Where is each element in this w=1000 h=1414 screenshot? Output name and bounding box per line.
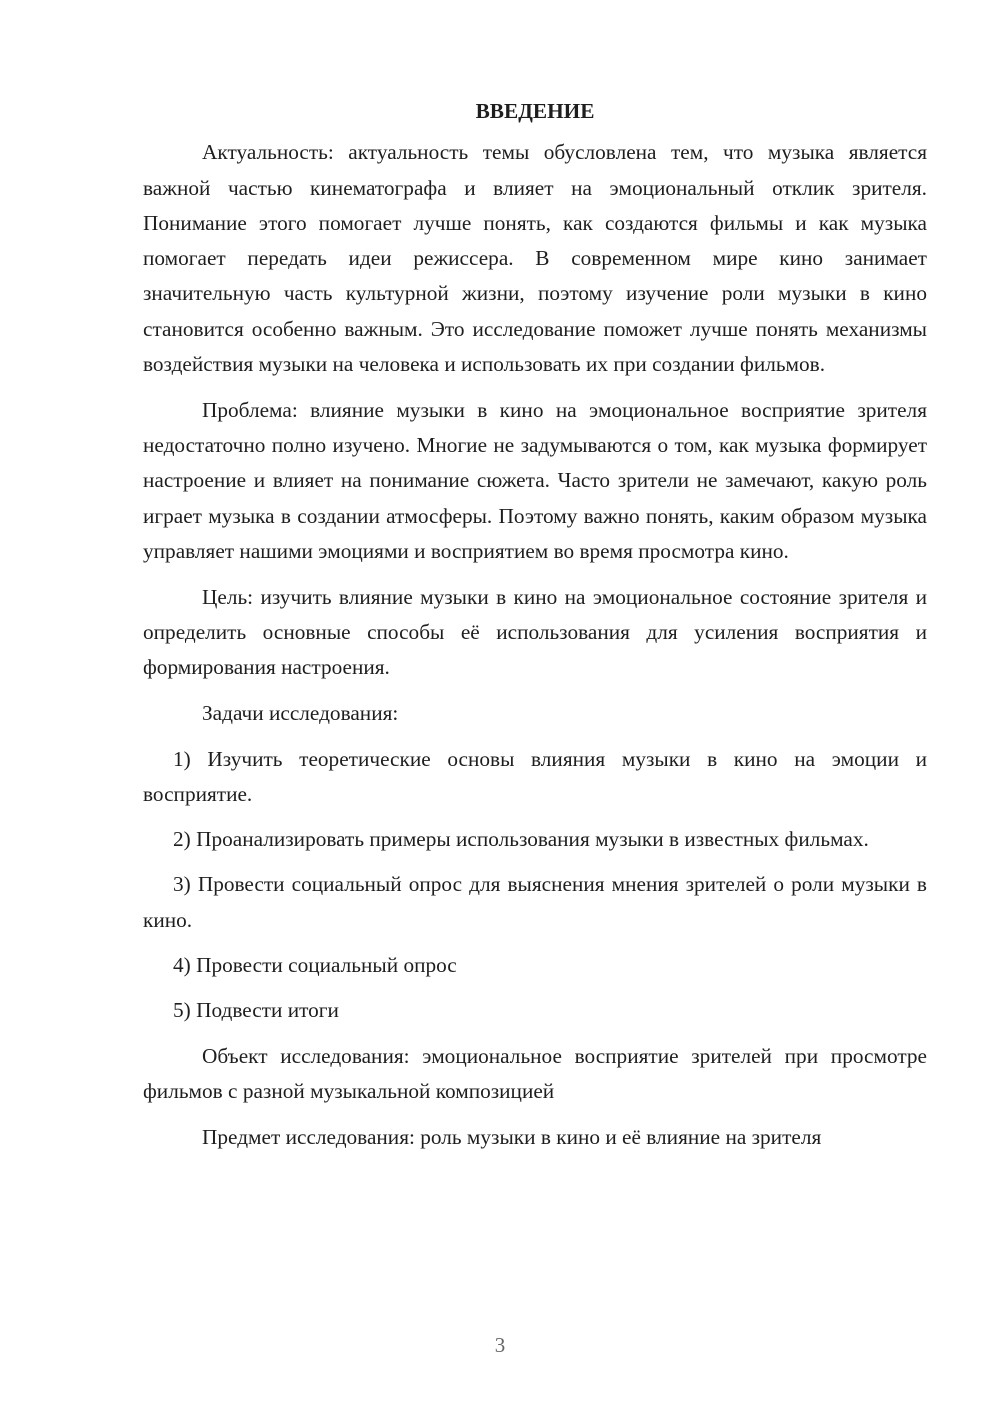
task-item-1: 1) Изучить теоретические основы влияния музыки в кино на эмоции и восприятие. [143,746,927,806]
goal-paragraph: Цель: изучить влияние музыки в кино на эмоциональное состояние зрителя и определить основные способы её использования для усиления восприятия и формирования настроения. [143,584,927,680]
task-item-4: 4) Провести социальный опрос [173,953,457,978]
tasks-heading: Задачи исследования: [202,701,399,726]
subject-paragraph: Предмет исследования: роль музыки в кино и её влияние на зрителя [202,1124,822,1149]
section-heading: ВВЕДЕНИЕ [475,99,595,123]
object-paragraph: Объект исследования: эмоциональное восприятие зрителей при просмотре фильмов с разной музыкальной композицией [143,1043,927,1103]
task-item-5: 5) Подвести итоги [173,998,339,1023]
task-item-3: 3) Провести социальный опрос для выяснения мнения зрителей о роли музыки в кино. [143,872,927,932]
relevance-paragraph: Актуальность: актуальность темы обусловлена тем, что музыка является важной частью кинематографа и влияет на эмоциональный отклик зрителя. Понимание этого помогает лучше понять, как создаются фильмы и как музыка помогает передать идеи режиссера. В современном мире кино занимает значительную часть культурной жизни, поэтому изучение роли музыки в кино становится особенно важным. Это исследование поможет лучше понять механизмы воздействия музыки на человека и использовать их при создании фильмов. [143,140,927,377]
page-number: 3 [494,1333,506,1357]
page-content [143,94,927,1166]
problem-paragraph: Проблема: влияние музыки в кино на эмоциональное восприятие зрителя недостаточно полно изучено. Многие не задумываются о том, как музыка формирует настроение и влияет на понимание сюжета. Часто зрители не замечают, какую роль играет музыка в создании атмосферы. Поэтому важно понять, каким образом музыка управляет нашими эмоциями и восприятием во время просмотра кино. [143,397,927,564]
task-item-2: 2) Проанализировать примеры использования музыки в известных фильмах. [173,827,869,852]
